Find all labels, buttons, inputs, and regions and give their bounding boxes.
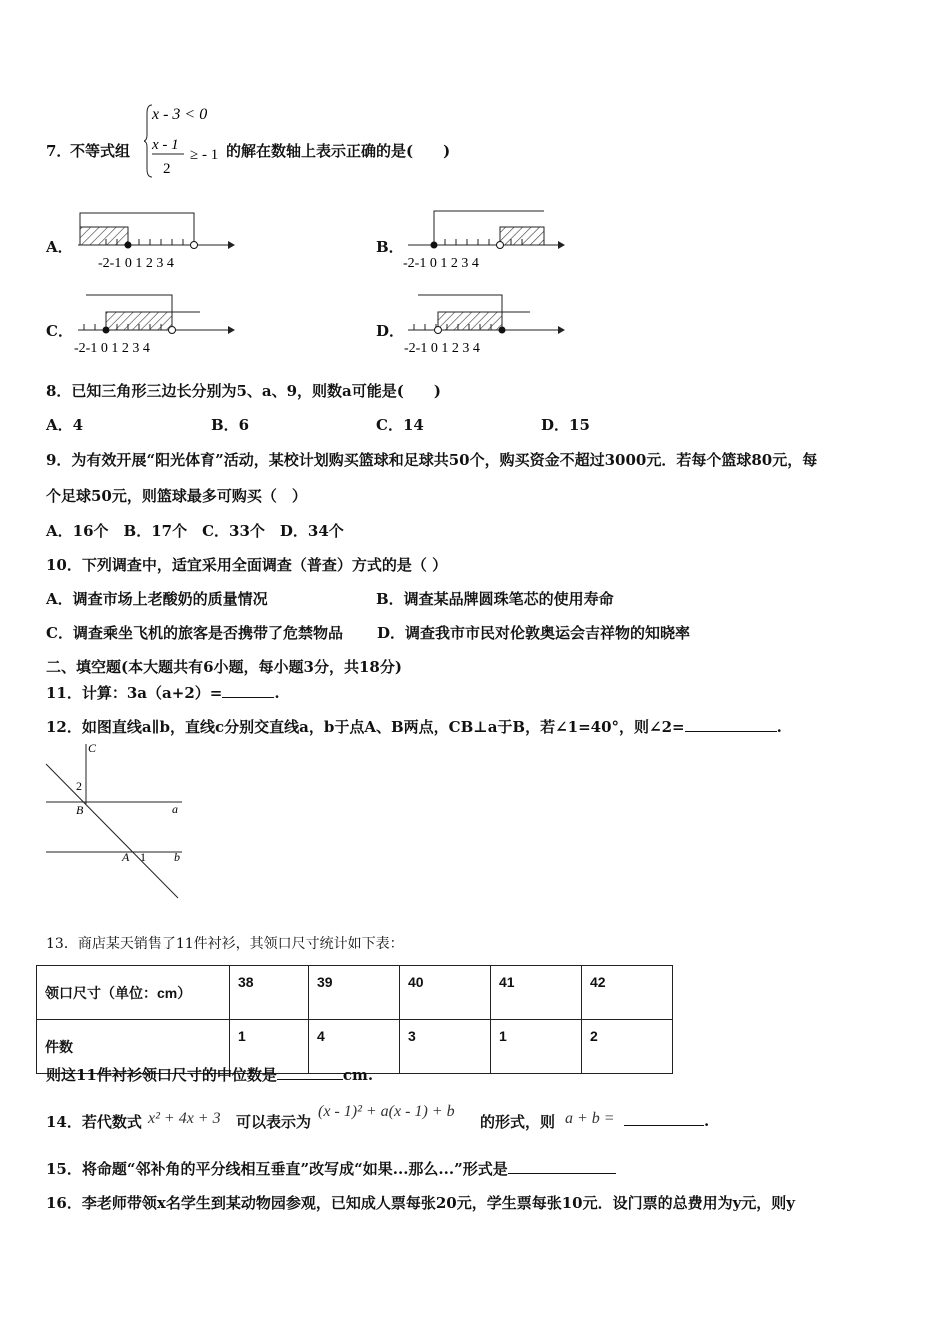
q10-stem: 10．下列调查中，适宜采用全面调查（普查）方式的是（ ） [46,556,448,574]
q14-answer-blank[interactable] [624,1111,704,1126]
table-cell-header: 领口尺寸（单位：cm） [37,966,230,1020]
q15-stem [46,1158,616,1179]
q7-option-c-number-line[interactable] [70,290,240,360]
table-cell-header: 件数 [37,1020,230,1074]
q11-tail: . [274,684,280,702]
q11-stem [46,682,280,703]
q12-tail: . [776,718,782,736]
q12-text: 12．如图直线a∥b，直线c分别交直线a，b于点A、B两点，CB⊥a于B，若∠1=40°，则∠2= [46,718,685,736]
q8-option-d[interactable]: D．15 [541,416,590,434]
q13-unit: cm. [342,1066,374,1084]
q13-size-table [36,965,673,1074]
q14-end: . [704,1112,710,1130]
table-cell: 42 [582,966,673,1020]
q7-option-a-number-line[interactable] [70,205,240,275]
q12-label-1: 1 [140,850,146,864]
q10-option-a[interactable]: A．调查市场上老酸奶的质量情况 [46,590,268,608]
q7-ineq2-den: 2 [163,161,171,177]
table-row [37,966,673,1020]
q14-expr3: a + b = [565,1110,615,1127]
q9-options[interactable]: A．16个 B．17个 C．33个 D．34个 [46,522,344,540]
q13-after: 则这11件衬衫领口尺寸的中位数是 [46,1066,277,1084]
q13-stem: 13．商店某天销售了11件衬衫，其领口尺寸统计如下表： [46,936,404,952]
section-heading: 二、填空题(本大题共有6小题，每小题3分，共18分) [46,658,402,676]
q7-option-c-ticks: -2-1 0 1 2 3 4 [74,341,150,356]
q7-option-b-number-line[interactable] [400,205,570,275]
q11-answer-blank[interactable] [222,683,274,698]
q14-lead: 14．若代数式 [46,1113,142,1131]
q14-answer-row [624,1111,709,1130]
q14-expr2: (x - 1)² + a(x - 1) + b [318,1103,455,1120]
q7-option-a-ticks: -2-1 0 1 2 3 4 [98,256,174,271]
q7-number: 7． [46,142,72,160]
q7-ineq2-num: x - 1 [152,137,179,153]
table-cell: 41 [491,966,582,1020]
q15-text: 15．将命题“邻补角的平分线相互垂直”改写成“如果...那么...”形式是 [46,1160,508,1178]
q7-ineq1: x - 3 < 0 [152,106,208,123]
q12-figure [40,740,190,905]
q14-expr1: x² + 4x + 3 [148,1110,221,1127]
q12-label-a-point: A [122,850,130,864]
table-cell: 3 [400,1020,491,1074]
q7-tail: 的解在数轴上表示正确的是( ) [226,142,451,160]
q12-label-a-line: a [172,802,178,816]
q13-question [46,1064,373,1085]
table-cell: 38 [230,966,309,1020]
q8-option-c[interactable]: C．14 [376,416,424,434]
q12-label-2: 2 [76,779,82,793]
table-cell: 40 [400,966,491,1020]
q7-option-b-ticks: -2-1 0 1 2 3 4 [403,256,479,271]
q12-answer-blank[interactable] [685,717,777,732]
q15-answer-blank[interactable] [508,1159,616,1174]
q14-mid: 可以表示为 [236,1113,312,1131]
q12-stem [46,716,782,737]
q7-option-d-ticks: -2-1 0 1 2 3 4 [404,341,480,356]
q7-lead: 不等式组 [70,142,131,160]
q7-option-a-label[interactable]: A． [46,238,73,256]
q13-answer-blank[interactable] [277,1065,343,1080]
q7-option-d-number-line[interactable] [400,290,570,360]
table-cell: 2 [582,1020,673,1074]
q12-label-b-point: B [76,803,84,817]
q7-option-b-label[interactable]: B． [376,238,404,256]
q16-stem: 16．李老师带领x名学生到某动物园参观，已知成人票每张20元，学生票每张10元．设门票的总费用为y元，则y [46,1194,796,1212]
table-cell: 4 [309,1020,400,1074]
table-cell: 1 [491,1020,582,1074]
q10-option-c[interactable]: C．调查乘坐飞机的旅客是否携带了危禁物品 [46,624,343,642]
q9-stem-line1: 9．为有效开展“阳光体育”活动，某校计划购买篮球和足球共50个，购买资金不超过3000元．若每个篮球80元，每 [46,451,818,469]
q10-option-d[interactable]: D．调查我市市民对伦敦奥运会吉祥物的知晓率 [377,624,691,642]
q14-tail: 的形式，则 [480,1113,556,1131]
q12-label-c: C [88,741,97,755]
q8-stem: 8．已知三角形三边长分别为5、a、9，则数a可能是( ) [46,382,441,400]
q8-option-a[interactable]: A．4 [46,416,84,434]
q7-inequality-system [144,103,224,179]
q12-label-b-line: b [174,850,180,864]
q7-option-d-label[interactable]: D． [376,322,405,340]
q8-option-b[interactable]: B．6 [211,416,250,434]
q7-option-c-label[interactable]: C． [46,322,73,340]
q9-stem-line2: 个足球50元，则篮球最多可购买（ ） [46,487,307,505]
q7-ineq2-rel: ≥ - 1 [190,147,219,163]
table-cell: 1 [230,1020,309,1074]
table-cell: 39 [309,966,400,1020]
q10-option-b[interactable]: B．调查某品牌圆珠笔芯的使用寿命 [376,590,614,608]
q11-text: 11．计算：3a（a+2）= [46,684,223,702]
